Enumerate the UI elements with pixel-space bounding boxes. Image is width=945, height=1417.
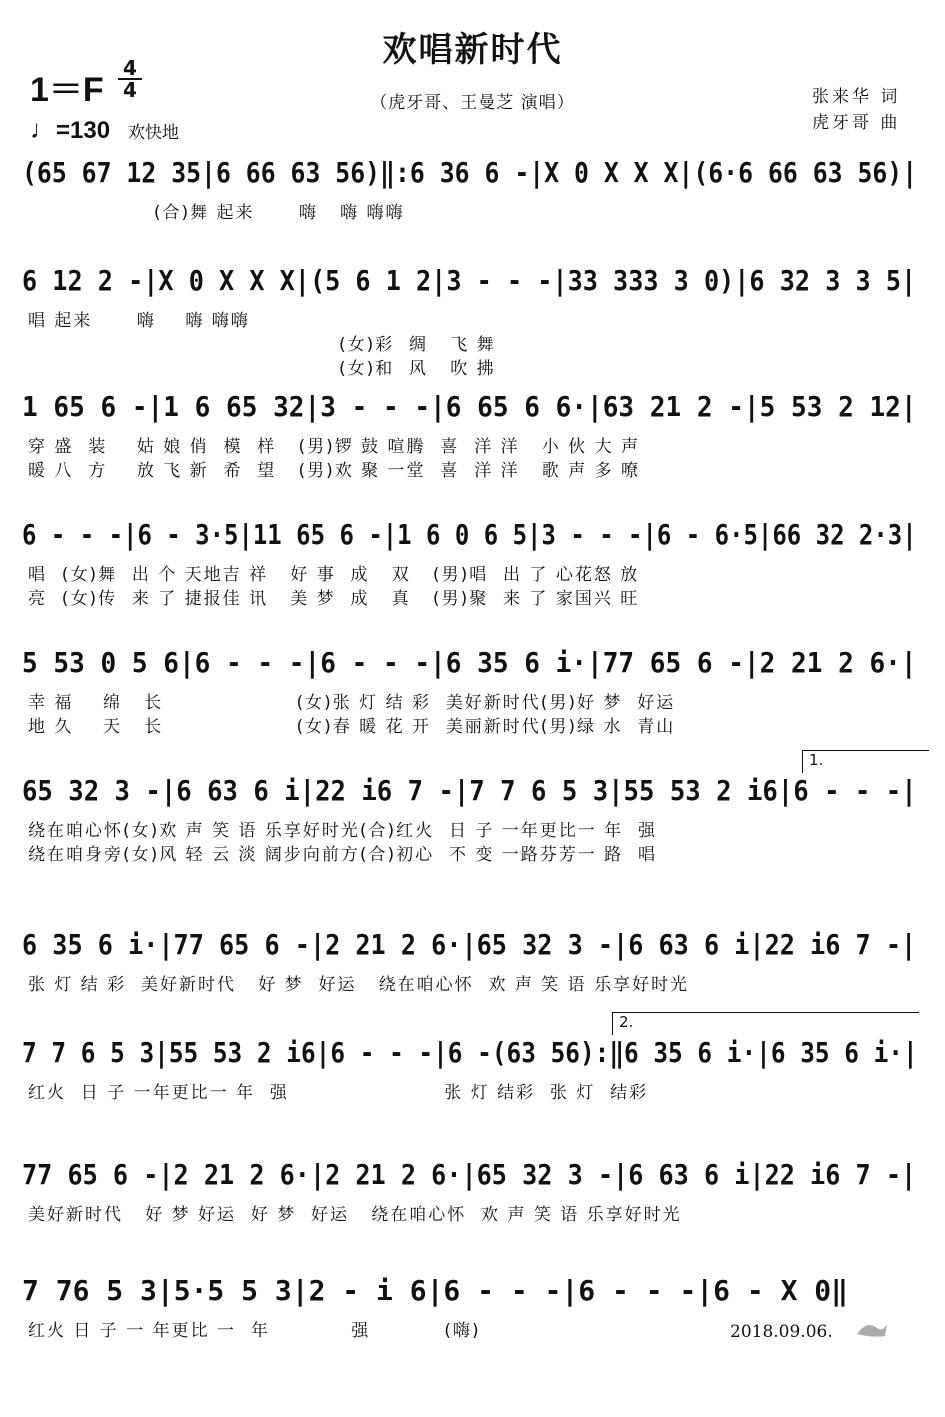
tempo — [30, 114, 110, 145]
lyric-line: (女)和 风 吹 拂 — [28, 359, 496, 379]
volta-ending: 1. — [802, 750, 929, 773]
lyric-line: 绕在咱身旁(女)风 轻 云 淡 阔步向前方(合)初心 不 变 一路芬芳一 路 唱 — [28, 845, 657, 865]
quarter-note-icon: ♩ — [30, 114, 56, 144]
lyric-line: 红火 日 子 一年更比一 年 强 张 灯 结彩 张 灯 结彩 — [28, 1083, 649, 1103]
time-signature — [118, 58, 142, 100]
lyric-line: 唱 起来 嗨 嗨 嗨嗨 — [28, 311, 250, 331]
lyricist-credit: 张来华 词 — [812, 87, 901, 107]
credits — [812, 84, 900, 136]
notation-line: 1 65 6 -|1 6 65 32|3 - - -|6 65 6 6·|63 21 2 -|5 53 2 12| — [22, 390, 917, 423]
notation-line: 7 76 5 3|5·5 5 3|2 - i 6|6 - - -|6 - - -|6 - X 0‖ — [22, 1274, 849, 1307]
lyric-line: 红火 日 子 一 年更比 一 年 强 (嗨) — [28, 1321, 481, 1341]
lyric-line: 张 灯 结 彩 美好新时代 好 梦 好运 绕在咱心怀 欢 声 笑 语 乐享好时光 — [28, 975, 690, 995]
lyric-line: 地 久 天 长 (女)春 暖 花 开 美丽新时代(男)绿 水 青山 — [28, 717, 676, 737]
notation-line: 7 7 6 5 3|55 53 2 i6|6 - - -|6 -(63 56):‖6 35 6 i·|6 35 6 i·| — [22, 1036, 918, 1069]
signature-logo-icon — [855, 1316, 889, 1340]
lyric-line: (合)舞 起来 嗨 嗨 嗨嗨 — [28, 203, 405, 223]
lyric-line: 美好新时代 好 梦 好运 好 梦 好运 绕在咱心怀 欢 声 笑 语 乐享好时光 — [28, 1205, 682, 1225]
lyric-line: (女)彩 绸 飞 舞 — [28, 335, 496, 355]
tempo-value: =130 — [56, 117, 111, 144]
lyric-line: 唱 (女)舞 出 个 天地吉 祥 好 事 成 双 (男)唱 出 了 心花怒 放 — [28, 565, 640, 585]
notation-line: 6 35 6 i·|77 65 6 -|2 21 2 6·|65 32 3 -|6 63 6 i|22 i6 7 -| — [22, 928, 917, 961]
notation-line: 77 65 6 -|2 21 2 6·|2 21 2 6·|65 32 3 -|6 63 6 i|22 i6 7 -| — [22, 1158, 917, 1191]
lyric-line: 暖 八 方 放 飞 新 希 望 (男)欢 聚 一堂 喜 洋 洋 歌 声 多 嘹 — [28, 461, 640, 481]
key-signature: 1＝F — [30, 71, 104, 109]
meter-top: 4 — [118, 58, 142, 80]
lyric-line: 穿 盛 装 姑 娘 俏 模 样 (男)锣 鼓 喧腾 喜 洋 洋 小 伙 大 声 — [28, 437, 640, 457]
song-title: 欢唱新时代 — [382, 30, 563, 70]
lyric-line: 亮 (女)传 来 了 捷报佳 讯 美 梦 成 真 (男)聚 来 了 家国兴 旺 — [28, 589, 640, 609]
notation-line: 5 53 0 5 6|6 - - -|6 - - -|6 35 6 i·|77 65 6 -|2 21 2 6·| — [22, 646, 917, 679]
notation-line: 65 32 3 -|6 63 6 i|22 i6 7 -|7 7 6 5 3|55 53 2 i6|6 - - -| — [22, 774, 917, 807]
meter-bottom: 4 — [123, 78, 137, 102]
notation-line: 6 12 2 -|X 0 X X X|(5 6 1 2|3 - - -|33 333 3 0)|6 32 3 3 5| — [22, 264, 917, 297]
composer-credit: 虎牙哥 曲 — [812, 113, 901, 133]
date-stamp: 2018.09.06. — [730, 1322, 833, 1342]
notation-line: (65 67 12 35|6 66 63 56)‖:6 36 6 -|X 0 X X X|(6·6 66 63 56)| — [22, 156, 918, 189]
singers-line: （虎牙哥、王曼芝 演唱） — [370, 93, 575, 113]
lyric-line: 绕在咱心怀(女)欢 声 笑 语 乐享好时光(合)红火 日 子 一年更比一 年 强 — [28, 821, 657, 841]
lyric-line: 幸 福 绵 长 (女)张 灯 结 彩 美好新时代(男)好 梦 好运 — [28, 693, 676, 713]
tempo-mark: 欢快地 — [128, 123, 179, 143]
volta-ending: 2. — [612, 1012, 919, 1035]
notation-line: 6 - - -|6 - 3·5|11 65 6 -|1 6 0 6 5|3 - - -|6 - 6·5|66 32 2·3| — [22, 518, 917, 551]
